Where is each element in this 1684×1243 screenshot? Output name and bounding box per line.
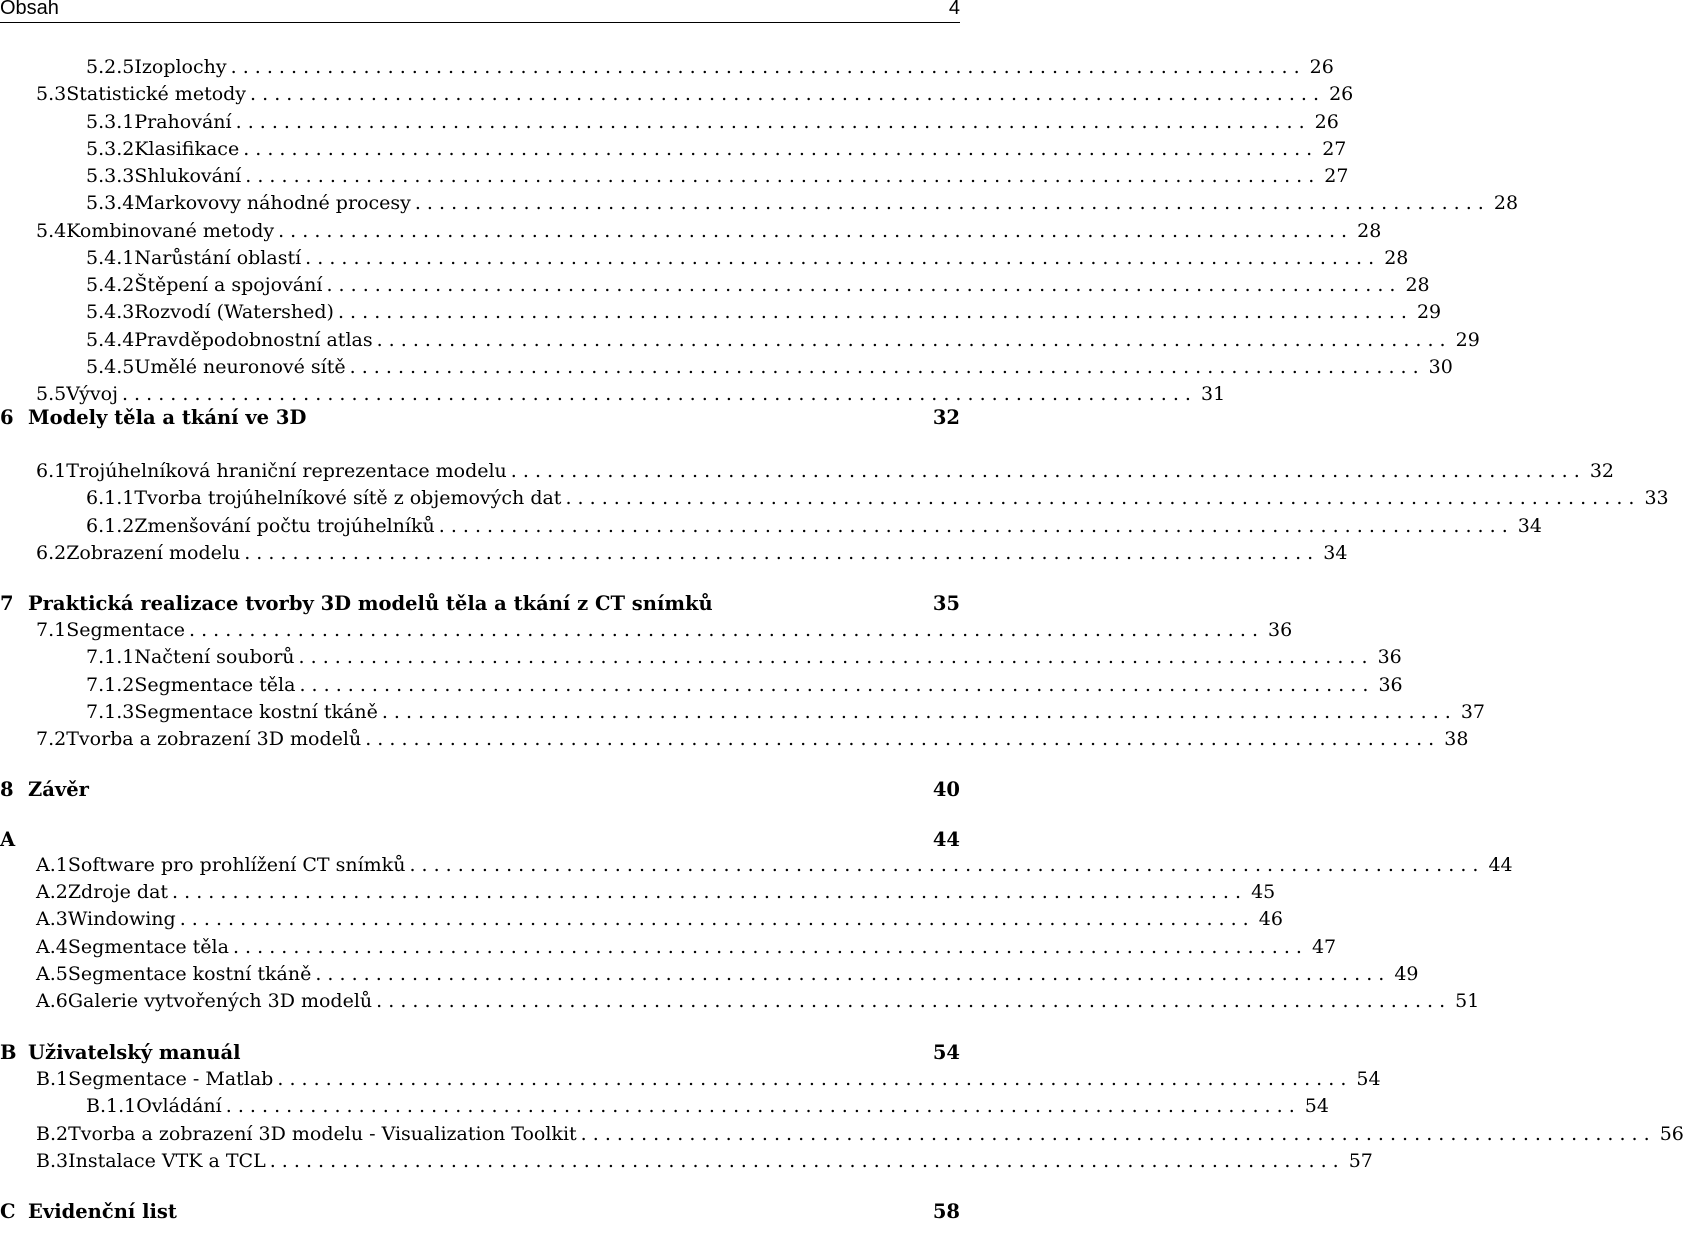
toc-entry[interactable] <box>0 460 1614 487</box>
toc-entry-number: A.4 <box>36 936 68 958</box>
toc-dot-leader <box>299 646 1368 668</box>
toc-entry-number: 5.5 <box>36 383 67 405</box>
toc-dot-leader <box>415 192 1484 214</box>
toc-entry-title: Markovovy náhodné procesy <box>134 192 411 214</box>
toc-entry-number: B.1 <box>36 1068 69 1090</box>
toc-entry-title: Pravděpodobnostní atlas <box>134 329 373 351</box>
toc-entry[interactable] <box>0 619 1293 646</box>
toc-entry-title: Umělé neuronové sítě <box>134 356 346 378</box>
toc-entry-title: Segmentace - Matlab <box>68 1068 274 1090</box>
toc-entry-page: 28 <box>1384 247 1409 269</box>
toc-dot-leader <box>305 247 1374 269</box>
toc-entry-number: 6.1.1 <box>86 487 135 509</box>
toc-entry[interactable] <box>0 83 1354 110</box>
toc-entry-page: 54 <box>932 1041 960 1064</box>
toc-entry-title: Štěpení a spojování <box>134 274 323 296</box>
toc-entry-page: 37 <box>1460 701 1486 723</box>
toc-entry-number: 8 <box>0 778 14 801</box>
toc-chapter-entry[interactable] <box>0 406 960 433</box>
toc-entry-page: 44 <box>932 828 960 851</box>
toc-entry[interactable] <box>0 936 1337 963</box>
toc-entry-page: 56 <box>1659 1123 1684 1145</box>
toc-entry-title: Segmentace kostní tkáně <box>134 701 378 723</box>
toc-entry[interactable] <box>0 1123 1684 1150</box>
toc-entry-page: 31 <box>1200 383 1226 405</box>
toc-entry-page: 38 <box>1444 728 1469 750</box>
toc-dot-leader <box>245 165 1314 187</box>
toc-entry-number: 5.2.5 <box>86 56 135 78</box>
toc-entry-page: 27 <box>1324 165 1349 187</box>
toc-dot-leader <box>565 487 1634 509</box>
toc-dot-leader <box>236 111 1305 133</box>
toc-entry-page: 34 <box>1323 542 1348 564</box>
toc-entry-title: Ovládání <box>136 1095 222 1117</box>
toc-dot-leader <box>189 619 1258 641</box>
toc-dot-leader <box>377 329 1446 351</box>
toc-dot-leader <box>277 1068 1346 1090</box>
toc-entry[interactable] <box>0 1068 1381 1095</box>
toc-entry-title: Evidenční list <box>28 1200 177 1223</box>
toc-entry-number: 6.1 <box>36 460 67 482</box>
toc-dot-leader <box>365 728 1434 750</box>
toc-entry[interactable] <box>0 487 1669 514</box>
toc-entry[interactable] <box>0 701 1486 728</box>
toc-entry-number: 5.4.2 <box>86 274 135 296</box>
toc-entry-page: 49 <box>1394 963 1419 985</box>
toc-entry-title: Tvorba a zobrazení 3D modelu - Visualization Toolkit <box>68 1123 577 1145</box>
toc-entry-title: Segmentace kostní tkáně <box>67 963 312 985</box>
toc-entry[interactable] <box>0 908 1283 935</box>
toc-entry-number: 5.3.3 <box>86 165 135 187</box>
toc-entry-number: B.1.1 <box>86 1095 137 1117</box>
toc-dot-leader <box>231 56 1300 78</box>
toc-entry[interactable] <box>0 138 1347 165</box>
toc-dot-leader <box>350 356 1419 378</box>
toc-entry-title: Instalace VTK a TCL <box>68 1150 266 1172</box>
toc-entry-title: Modely těla a tkání ve 3D <box>28 406 307 429</box>
toc-entry-number: 5.3.4 <box>86 192 135 214</box>
toc-entry-title: Segmentace těla <box>134 674 296 696</box>
toc-entry-title: Zdroje dat <box>67 881 169 903</box>
toc-entry[interactable] <box>0 329 1480 356</box>
toc-entry-page: 28 <box>1357 220 1382 242</box>
toc-entry-number: 7.1.2 <box>86 674 135 696</box>
toc-entry-number: 5.4.1 <box>86 247 135 269</box>
toc-entry-number: A.1 <box>36 854 68 876</box>
toc-entry-page: 29 <box>1455 329 1480 351</box>
header-title: Obsah <box>0 0 59 19</box>
toc-entry-number: A <box>0 828 16 851</box>
toc-entry-title: Kombinované metody <box>66 220 275 242</box>
toc-dot-leader <box>278 220 1347 242</box>
toc-entry-title: Vývoj <box>66 383 118 405</box>
toc-entry-number: 5.4.4 <box>86 329 135 351</box>
toc-entry-page: 34 <box>1517 515 1542 537</box>
toc-dot-leader <box>270 1150 1339 1172</box>
toc-entry-number: 6.1.2 <box>86 515 135 537</box>
toc-dot-leader <box>376 990 1445 1012</box>
toc-entry-title: Izoplochy <box>134 56 227 78</box>
toc-entry-page: 46 <box>1258 908 1283 930</box>
toc-entry-title: Statistické metody <box>66 83 247 105</box>
toc-dot-leader <box>243 138 1312 160</box>
toc-dot-leader <box>326 274 1395 296</box>
toc-dot-leader <box>338 301 1407 323</box>
toc-entry-title: Zmenšování počtu trojúhelníků <box>134 515 435 537</box>
toc-entry-title: Praktická realizace tvorby 3D modelů těla a tkání z CT snímků <box>28 592 713 615</box>
toc-entry-number: 5.3.1 <box>86 111 135 133</box>
toc-chapter-entry[interactable] <box>0 1200 960 1227</box>
toc-entry-page: 35 <box>932 592 960 615</box>
toc-chapter-entry[interactable] <box>0 828 960 855</box>
toc-entry[interactable] <box>0 1095 1329 1122</box>
toc-dot-leader <box>511 460 1580 482</box>
toc-entry[interactable] <box>0 515 1542 542</box>
toc-chapter-entry[interactable] <box>0 592 960 619</box>
toc-entry-title: Závěr <box>28 778 89 801</box>
toc-entry-number: 5.4.3 <box>86 301 135 323</box>
toc-entry[interactable] <box>0 674 1403 701</box>
toc-entry-page: 26 <box>1329 83 1354 105</box>
toc-entry-page: 36 <box>1378 674 1403 696</box>
toc-entry-page: 30 <box>1428 356 1453 378</box>
header-page-number: 4 <box>948 0 960 19</box>
toc-dot-leader <box>382 701 1451 723</box>
toc-entry[interactable] <box>0 728 1469 755</box>
toc-chapter-entry[interactable] <box>0 1041 960 1068</box>
toc-entry-title: Rozvodí (Watershed) <box>134 301 334 323</box>
toc-entry-title: Narůstání oblastí <box>134 247 302 269</box>
toc-entry[interactable] <box>0 165 1349 192</box>
toc-entry-page: 32 <box>1589 460 1614 482</box>
toc-entry-title: Tvorba trojúhelníkové sítě z objemových dat <box>134 487 562 509</box>
toc-entry-title: Trojúhelníková hraniční reprezentace modelu <box>66 460 507 482</box>
toc-entry-number: 7.1.1 <box>86 646 135 668</box>
toc-entry-number: C <box>0 1200 16 1223</box>
toc-entry[interactable] <box>0 990 1480 1017</box>
toc-entry-page: 45 <box>1251 881 1276 903</box>
toc-entry[interactable] <box>0 247 1409 274</box>
toc-entry-title: Zobrazení modelu <box>66 542 241 564</box>
toc-entry[interactable] <box>0 963 1419 990</box>
toc-entry-title: Windowing <box>67 908 176 930</box>
toc-entry-number: A.5 <box>36 963 68 985</box>
toc-entry-title: Prahování <box>134 111 232 133</box>
toc-entry-number: B.2 <box>36 1123 69 1145</box>
toc-entry-number: 7.2 <box>36 728 67 750</box>
toc-entry-page: 36 <box>1268 619 1293 641</box>
toc-dot-leader <box>233 936 1302 958</box>
toc-entry-page: 27 <box>1322 138 1347 160</box>
toc-entry-title: Software pro prohlížení CT snímků <box>67 854 406 876</box>
toc-dot-leader <box>226 1095 1295 1117</box>
toc-entry-title: Galerie vytvořených 3D modelů <box>67 990 373 1012</box>
toc-dot-leader <box>172 881 1241 903</box>
toc-entry-page: 54 <box>1304 1095 1329 1117</box>
toc-entry-page: 51 <box>1455 990 1480 1012</box>
toc-entry-number: B.3 <box>36 1150 69 1172</box>
toc-entry[interactable] <box>0 220 1382 247</box>
toc-entry[interactable] <box>0 192 1519 219</box>
toc-entry-page: 58 <box>932 1200 960 1223</box>
toc-entry-title: Klasifikace <box>134 138 240 160</box>
toc-dot-leader <box>439 515 1508 537</box>
toc-dot-leader <box>299 674 1368 696</box>
toc-entry-page: 44 <box>1488 854 1513 876</box>
toc-entry[interactable] <box>0 542 1348 569</box>
toc-entry-number: A.6 <box>36 990 68 1012</box>
toc-entry-page: 26 <box>1314 111 1339 133</box>
toc-chapter-entry[interactable] <box>0 778 960 805</box>
toc-entry-number: A.2 <box>36 881 68 903</box>
toc-entry[interactable] <box>0 1150 1373 1177</box>
toc-dot-leader <box>250 83 1319 105</box>
toc-dot-leader <box>409 854 1478 876</box>
toc-entry[interactable] <box>0 111 1339 138</box>
toc-entry-page: 47 <box>1311 936 1337 958</box>
toc-entry-page: 29 <box>1416 301 1442 323</box>
toc-entry[interactable] <box>0 274 1430 301</box>
toc-entry-number: 6.2 <box>36 542 67 564</box>
toc-entry-title: Uživatelský manuál <box>28 1041 241 1064</box>
toc-entry-title: Tvorba a zobrazení 3D modelů <box>66 728 362 750</box>
toc-entry[interactable] <box>0 56 1334 83</box>
toc-entry-number: 5.3 <box>36 83 67 105</box>
toc-entry-title: Segmentace těla <box>67 936 229 958</box>
toc-dot-leader <box>244 542 1313 564</box>
toc-entry[interactable] <box>0 646 1402 673</box>
toc-entry[interactable] <box>0 854 1513 881</box>
toc-entry-page: 36 <box>1377 646 1402 668</box>
toc-entry-title: Segmentace <box>66 619 185 641</box>
toc-dot-leader <box>581 1123 1650 1145</box>
toc-entry-number: 7 <box>0 592 14 615</box>
toc-entry-number: A.3 <box>36 908 68 930</box>
toc-entry-number: 7.1 <box>36 619 67 641</box>
toc-entry-page: 33 <box>1644 487 1669 509</box>
toc-entry-number: B <box>0 1041 17 1064</box>
toc-dot-leader <box>122 383 1191 405</box>
toc-entry-number: 5.4.5 <box>86 356 135 378</box>
toc-dot-leader <box>315 963 1384 985</box>
toc-entry-page: 54 <box>1356 1068 1381 1090</box>
toc-entry-number: 7.1.3 <box>86 701 135 723</box>
toc-entry[interactable] <box>0 356 1453 383</box>
toc-entry[interactable] <box>0 881 1276 908</box>
toc-entry-title: Shlukování <box>134 165 242 187</box>
toc-entry-page: 26 <box>1309 56 1334 78</box>
toc-entry-page: 40 <box>932 778 960 801</box>
toc-dot-leader <box>180 908 1249 930</box>
toc-entry-page: 32 <box>932 406 960 429</box>
toc-entry-page: 57 <box>1348 1150 1373 1172</box>
toc-entry-number: 5.3.2 <box>86 138 135 160</box>
toc-entry-page: 28 <box>1405 274 1430 296</box>
toc-entry-number: 5.4 <box>36 220 67 242</box>
toc-entry[interactable] <box>0 301 1442 328</box>
toc-entry-page: 28 <box>1493 192 1519 214</box>
toc-entry-number: 6 <box>0 406 14 429</box>
toc-entry-title: Načtení souborů <box>134 646 295 668</box>
